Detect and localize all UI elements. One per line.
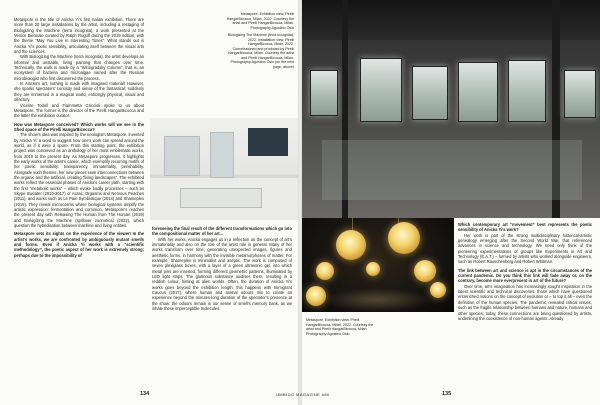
interview-answer: The show’s idea was inspired by the neologism Metaspore, invented by Anicka Yi: a word to suggest how one’s work can spread around the world, as if it were a spore. From this starting point, the exhibition project was conceived as an anthology of her most emblematic works, from 2010 to the present day. As Metaspore progresses, it highlights the early works of the artist’s career, which exemplify recurring motifs of her poetic sensibility: transparency, immateriality, perishability. Alongside such themes, her new pieces seek interconnections between the organic and the artificial, creating “living landscapes”. The exhibited works reflect the essential phases of Anicka’s career path, starting with the first “metabolic works” – which evoke bodily processes – such as Skype Sweater (2010-2017) or Auras, Orgasms and Nervous Peaches (2011), and works such as Le Pain Symbiotique (2014) and Shameplex (2015). They reveal microcosms where biological systems amplify the artistic expression: fermentation and corrosion. Metaspore’s reaches the present day with Releasing The Human from The Human (2019) and Biologizing the Machine (spillover zoonotica) (2022), which question the hybridisation between machine and living entities. (14, 132, 144, 229)
magazine-name: UMBIGO MAGAZINE #80 (276, 392, 330, 397)
left-column-1 (14, 17, 144, 258)
caption-text: Biologizing The Machine (terra incognita), 2022. Installation view, Pirelli HangarBicocca, Milan, 2022. Commissioned and produced by Pirelli HangarBicocca, Milan. Courtesy the artist and Pirelli HangarBicocca, Milan. Photography Agostino Osio (on the next page, above) (227, 33, 294, 69)
page-number-right: 135 (442, 391, 452, 397)
interview-answer: With her works, Anicka engages us in a reflection on the concept of art’s immateriality and also on the role of the artist role in general. Many of her works transform over time, generating unexpected images, figures and aesthetic forms, in harmony with the invisible metamorphoses of matter. For example, Shameplex is minimalist and aseptic. The work is composed of seven plexiglass boxes, with a layer of a green ultrasonic gel, into which metal pins are inserted, forming different geometric patterns, illuminated by LED light strips. The glutinous substance oxidises them, resulting in a reddish colour, hinting at alien worlds. Often, the duration of Anicka Yi’s works goes beyond the exhibition length: this happens with Immigrant Caucus (2017), where human and animal odours mix to create an experience beyond the minutes-long duration of the spectator’s presence at the show: the odours remain in our sense of smell’s memory bank, as we inhale these imperceptible molecules. (152, 236, 292, 312)
caption-text: Metaspore. Exhibition view, Pirelli HangarBicocca, Milan, 2022. Courtesy the artist and Pirelli HangarBicocca, Milan. Photography Agostino Osio (306, 318, 374, 336)
installation-photo-lamps (302, 218, 454, 312)
intro-paragraph: In Anicka’s art, nothing is made with imagined material! However, she sparks spectators’ curiosity and sense of the fantastical: suddenly they are immersed in a magical world, enticingly physical, visual and olfactory. (14, 81, 144, 103)
installation-photo-white-room (150, 118, 298, 220)
interview-answer: Her work is part of the strong multidisciplinary historical-artistic genealogy emerging after the Second World War, that referenced advances in science and technology. We need only think of the pioneering experimentations of groups like Experiments in Art and Technology (E.A.T.) – formed by artists who worked alongside engineers, such as Robert Rauschenberg and Robert Whitman. (458, 232, 592, 265)
interview-question: The link between art and science is apt in the circumstances of the current pandemic. Do you think this link will fade away or, on the contrary, become more everpresent in art of the future? (458, 267, 592, 284)
page-number-left: 134 (140, 391, 150, 397)
interview-question: How was Metaspore conceived? Which works will we see in the Shed space of the Pirelli HangarBicocca? (14, 121, 144, 132)
right-column (458, 222, 592, 321)
intro-paragraph: Vicente Todolí and Fiammetta Griccioli spoke to us about Metaspore. The former is the director of the Pirelli HangarBicocca and the latter the exhibition curator. (14, 102, 144, 119)
installation-photo-hall (302, 0, 600, 218)
interview-question: Metaspore sets its sights on the experience of the viewer! In the artist’s works, we are confronted by ambiguously mutant smells and forms. Even if Anicka Yi works with a “scientific methodology”, the poetic aspect of her work is extremely strong; perhaps due to the impossibility of (14, 231, 144, 258)
intro-paragraph: Metaspore is the title of Anicka Yi’s first Italian exhibition. There are more than 20 large installations by the artist, including a restaging of Biologizing the Machine (terra incognita), a work presented at the Venice Biennale curated by Ralph Rugoff during the 2019 edition, with the theme “May You Live in Interesting Times”. What stands out is Anicka Yi’s poetic sensibility, articulating itself between the visual arts and the sciences. (14, 17, 144, 55)
caption-text: Metaspore. Exhibition view, Pirelli HangarBicocca, Milan, 2022. Courtesy the artist and Pirelli HangarBicocca, Milan. Photography Agostino Osio (226, 12, 294, 30)
intro-paragraph: With Biologizing the Machine (terra incognita), the artist develops an informal and unstable, living painting that changes over time. Technically, the work is made by a “Winogradsky Column”, that is, an ecosystem of bacteria and microalgae named after the Russian microbiologist who first discovered the process. (14, 54, 144, 81)
photo-caption-top (224, 12, 294, 72)
left-column-2 (152, 226, 292, 312)
interview-answer: Over time, art’s imagination has increasingly sought inspiration in the latest scientific and technical discoveries: those which have questioned entrenched notions on the concept of evolution or – to top it all – even the definition of the human species. The pandemic revealed critical issues, such as the fragile relationship between humans and nature, humans and other species; today, these connections are being questioned by artists, underlining the coexistence of non-human agents. Already (458, 283, 592, 321)
interview-question-continued: foreseeing the final result of the different transformations which go into the compositional matter of her art... (152, 226, 292, 237)
interview-question: Which contemporary art “movement” best represents the poetic sensibility of Anicka Yi’s work? (458, 222, 592, 233)
photo-caption-lamps (306, 318, 376, 339)
